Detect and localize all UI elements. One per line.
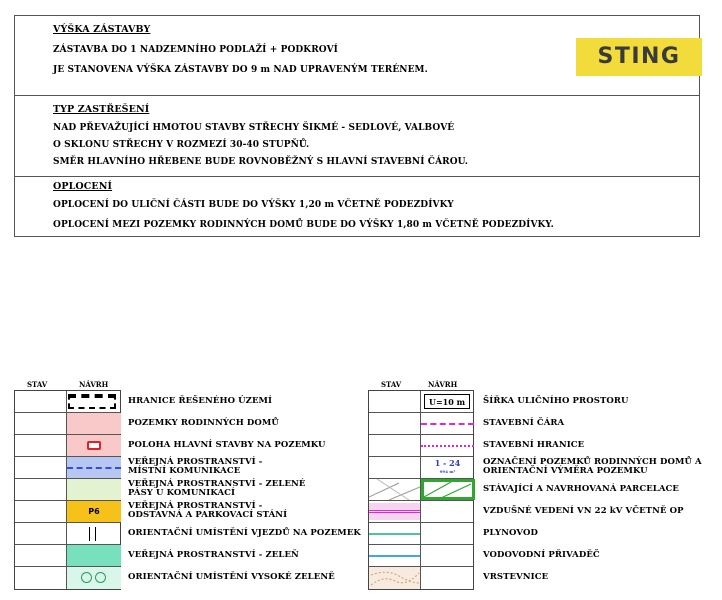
double-line-icon <box>89 527 96 541</box>
section-heading: VÝŠKA ZÁSTAVBY <box>53 24 151 35</box>
legend-row <box>369 391 473 413</box>
legend-label: VEŘEJNÁ PROSTRANSTVÍ - ZELENÉ PÁSY U KOMUNIKACÍ <box>128 479 306 498</box>
section-line: ZÁSTAVBA DO 1 NADZEMNÍHO PODLAŽÍ + PODKROVÍ <box>53 45 338 55</box>
section-line: O SKLONU STŘECHY V ROZMEZÍ 30-40 STUPŇŮ. <box>53 140 310 150</box>
section-line: OPLOCENÍ MEZI POZEMKY RODINNÝCH DOMŮ BUDE DO VÝŠKY 1,80 m VČETNĚ PODEZDÍVKY. <box>53 220 554 230</box>
legend-row <box>369 501 473 523</box>
existing-parcel-icon <box>369 479 420 500</box>
contour-lines-icon <box>369 567 420 589</box>
legend-row <box>15 479 120 501</box>
legend-row <box>15 391 120 413</box>
section-roof-type <box>15 96 699 177</box>
gas-line-icon <box>369 533 420 535</box>
legend-row <box>15 413 120 435</box>
yellow-p6-icon: P6 <box>67 501 121 522</box>
column-header-navrh: NÁVRH <box>79 380 109 389</box>
pink-fill-icon <box>67 413 121 434</box>
legend-label: ŠÍŘKA ULIČNÍHO PROSTORU <box>483 396 629 406</box>
blue-dashdot-icon <box>67 467 121 469</box>
sting-logo: STING <box>576 38 702 76</box>
teal-fill-icon <box>67 545 121 566</box>
legend-row <box>369 435 473 457</box>
section-fencing <box>15 177 699 238</box>
legend-label: HRANICE ŘEŠENÉHO ÚZEMÍ <box>128 396 273 406</box>
legend-row <box>369 413 473 435</box>
magenta-dashdot-icon <box>421 423 474 425</box>
section-line: OPLOCENÍ DO ULIČNÍ ČÁSTI BUDE DO VÝŠKY 1,20 m VČETNĚ PODEZDÍVKY <box>53 200 454 210</box>
parcel-label-icon: 1 - 24 <box>434 458 461 468</box>
column-header-navrh: NÁVRH <box>428 380 458 389</box>
legend-row <box>369 479 473 501</box>
legend-label: VODOVODNÍ PŘIVADĚČ <box>483 550 600 560</box>
legend-row <box>15 523 120 545</box>
legend-label: PLYNOVOD <box>483 528 538 538</box>
legend-label: POLOHA HLAVNÍ STAVBY NA POZEMKU <box>128 440 326 450</box>
legend-left-grid <box>14 390 121 590</box>
circles-bg <box>67 567 121 589</box>
legend-label: VEŘEJNÁ PROSTRANSTVÍ - ZELEŇ <box>128 550 299 560</box>
parcel-area-text: 994 m² <box>439 469 456 474</box>
section-heading: OPLOCENÍ <box>53 181 113 192</box>
lightgreen-fill-icon <box>67 479 121 500</box>
legend-label: STAVEBNÍ HRANICE <box>483 440 585 450</box>
legend-row <box>15 501 120 523</box>
legend-row <box>15 435 120 457</box>
width-box-icon: U=10 m <box>424 394 470 409</box>
water-line-icon <box>369 555 420 557</box>
legend-row <box>15 545 120 567</box>
legend-label: VEŘEJNÁ PROSTRANSTVÍ - MÍSTNÍ KOMUNIKACE <box>128 457 263 476</box>
legend-label: VRSTEVNICE <box>483 572 549 582</box>
proposed-parcel-icon <box>421 479 475 500</box>
legend-row <box>369 545 473 567</box>
boundary-hatch-icon <box>68 394 116 409</box>
power-line-icon <box>369 510 420 513</box>
column-header-stav: STAV <box>27 380 48 389</box>
legend-label: ORIENTAČNÍ UMÍSTĚNÍ VJEZDŮ NA POZEMEK <box>128 528 361 538</box>
legend-label: OZNAČENÍ POZEMKŮ RODINNÝCH DOMŮ A ORIENTAČNÍ VÝMĚRA POZEMKU <box>483 457 702 476</box>
section-line: JE STANOVENA VÝŠKA ZÁSTAVBY DO 9 m NAD UPRAVENÝM TERÉNEM. <box>53 65 428 75</box>
legend-label: ORIENTAČNÍ UMÍSTĚNÍ VYSOKÉ ZELENĚ <box>128 572 335 582</box>
legend-label: VZDUŠNÉ VEDENÍ VN 22 kV VČETNĚ OP <box>483 506 684 516</box>
legend-row <box>15 567 120 589</box>
circle-icon <box>81 572 92 583</box>
column-header-stav: STAV <box>381 380 402 389</box>
legend-label: POZEMKY RODINNÝCH DOMŮ <box>128 418 279 428</box>
red-rect-icon <box>87 441 101 450</box>
legend-row <box>15 457 120 479</box>
section-heading: TYP ZASTŘEŠENÍ <box>53 104 150 115</box>
legend-row <box>369 523 473 545</box>
section-line: SMĚR HLAVNÍHO HŘEBENE BUDE ROVNOBĚŽNÝ S HLAVNÍ STAVEBNÍ ČÁROU. <box>53 157 469 167</box>
legend-row <box>369 567 473 589</box>
legend-label: VEŘEJNÁ PROSTRANSTVÍ - ODSTAVNÁ A PARKOVACÍ STÁNÍ <box>128 501 288 520</box>
circle-icon <box>95 572 106 583</box>
legend-label: STAVEBNÍ ČÁRA <box>483 418 565 428</box>
legend-label: STÁVAJÍCÍ A NAVRHOVANÁ PARCELACE <box>483 484 679 494</box>
legend-right-grid <box>368 390 474 590</box>
magenta-dotted-icon <box>421 445 474 447</box>
section-line: NAD PŘEVAŽUJÍCÍ HMOTOU STAVBY STŘECHY ŠIKMÉ - SEDLOVÉ, VALBOVÉ <box>53 123 455 133</box>
legend-row <box>369 457 473 479</box>
